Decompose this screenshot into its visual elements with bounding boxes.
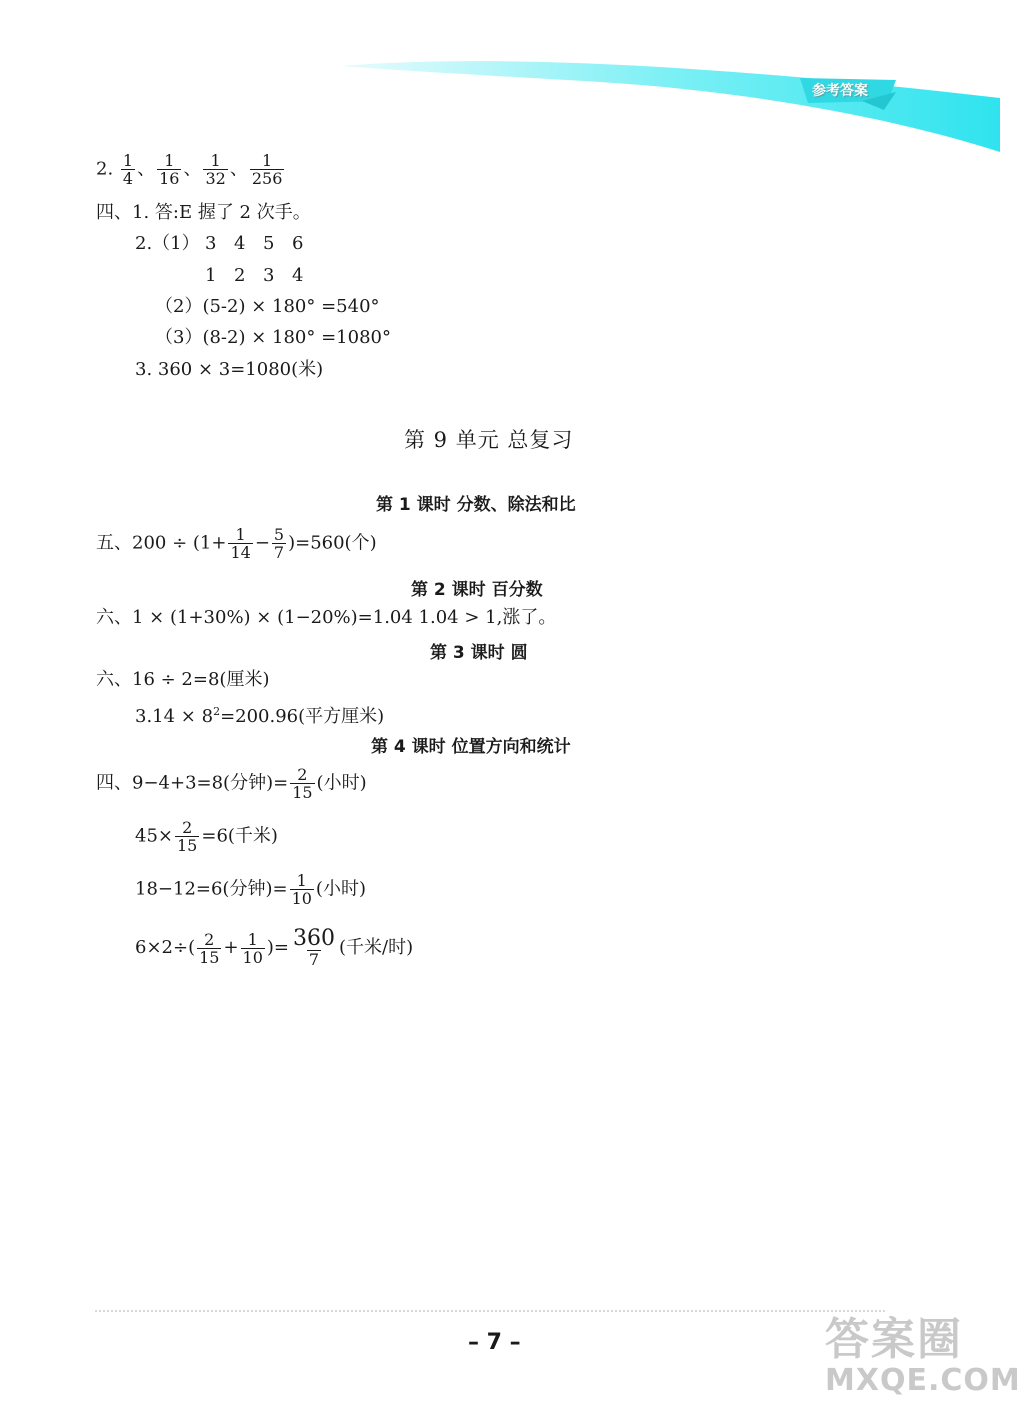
grid-value: 3 — [263, 265, 275, 286]
lesson-2-title: 第 2 课时 百分数 — [411, 580, 543, 600]
q2-fraction-3: $\frac{1}{32}$ — [205, 151, 226, 188]
equation-text: 四、9−4+3=8(分钟)= — [96, 772, 289, 794]
equation-text: (小时) — [315, 878, 366, 900]
q2-fraction-1: $\frac{1}{4}$ — [122, 151, 134, 188]
footer-dotted-rule — [95, 1310, 885, 1312]
equation-text: )= — [266, 937, 290, 958]
lesson-4-title: 第 4 课时 位置方向和统计 — [371, 737, 571, 757]
grid-value: 5 — [263, 233, 275, 254]
s4-q1-answer: 四、1. 答:E 握了 2 次手。 — [96, 202, 311, 223]
lesson-4-line-4 — [135, 928, 413, 968]
q2-prefix: 2. — [96, 158, 114, 180]
q2-fraction-2: $\frac{1}{16}$ — [159, 151, 180, 188]
grid-value: 4 — [292, 265, 304, 286]
equation-text: =200.96(平方厘米) — [220, 706, 385, 727]
q2-separator: 、 — [229, 158, 248, 180]
watermark-title: 答案圈 — [825, 1314, 963, 1365]
s4-q2-row2 — [205, 264, 321, 288]
fraction: $\frac{1}{10}$ — [291, 871, 312, 908]
s4-q2-row1 — [135, 232, 321, 256]
lesson-4-line-1 — [96, 766, 367, 801]
answer-key-badge: 参考答案 — [812, 83, 868, 99]
s4-q2-line3: （3）(8-2) × 180° =1080° — [155, 327, 391, 348]
fraction: $\frac{2}{15}$ — [292, 765, 313, 802]
lesson-2-answer: 六、1 × (1+30%) × (1−20%)=1.04 1.04 > 1,涨了。 — [96, 607, 557, 628]
fraction: $\frac{5}{7}$ — [273, 525, 285, 562]
equation-text: (千米/时) — [339, 937, 414, 958]
lesson-4-line-2 — [135, 819, 278, 854]
fraction: $\frac{1}{10}$ — [242, 929, 263, 967]
fraction: $\frac{2}{15}$ — [177, 818, 198, 855]
s4-q2-line2: （2）(5-2) × 180° =540° — [155, 296, 380, 317]
unit-title: 第 9 单元 总复习 — [404, 428, 574, 452]
q2-separator: 、 — [137, 158, 156, 180]
grid-value: 1 — [205, 265, 217, 286]
exponent: 2 — [213, 705, 221, 718]
watermark-url: MXQE.COM — [825, 1363, 1021, 1398]
lesson-1-answer — [96, 526, 377, 561]
equation-text: 3.14 × 8 — [135, 706, 214, 727]
q2-answer — [96, 152, 286, 187]
lesson-3-title: 第 3 课时 圆 — [430, 643, 528, 663]
q2-separator: 、 — [183, 158, 202, 180]
watermark-logo — [825, 1316, 1021, 1398]
lesson-3-answer-2 — [135, 700, 384, 729]
lesson-1-title: 第 1 课时 分数、除法和比 — [376, 495, 576, 515]
grid-value: 3 — [205, 233, 217, 254]
equation-text: 6×2÷( — [135, 937, 196, 958]
equation-text: 18−12=6(分钟)= — [135, 878, 288, 900]
s4-q2-label: 2.（1） — [135, 233, 200, 254]
grid-value: 4 — [234, 233, 246, 254]
equation-text: (小时) — [316, 772, 367, 794]
q2-fraction-4: $\frac{1}{256}$ — [251, 151, 283, 188]
equation-text: 五、200 ÷ (1+ — [96, 532, 227, 554]
fraction: $\frac{1}{14}$ — [230, 525, 251, 562]
minus-sign: − — [254, 532, 270, 554]
fraction: $\frac{2}{15}$ — [199, 929, 220, 967]
grid-value: 2 — [234, 265, 246, 286]
equation-text: =6(千米) — [201, 825, 278, 847]
s4-q3-answer: 3. 360 × 3=1080(米) — [135, 359, 324, 380]
equation-text: )=560(个) — [288, 532, 377, 554]
page-number: – 7 – — [468, 1330, 521, 1355]
grid-value: 6 — [292, 233, 304, 254]
fraction: $\frac{360}{7}$ — [293, 926, 336, 969]
plus-sign: + — [223, 937, 239, 958]
lesson-4-line-3 — [135, 872, 366, 907]
lesson-3-answer-1: 六、16 ÷ 2=8(厘米) — [96, 669, 270, 690]
equation-text: 45× — [135, 825, 173, 847]
